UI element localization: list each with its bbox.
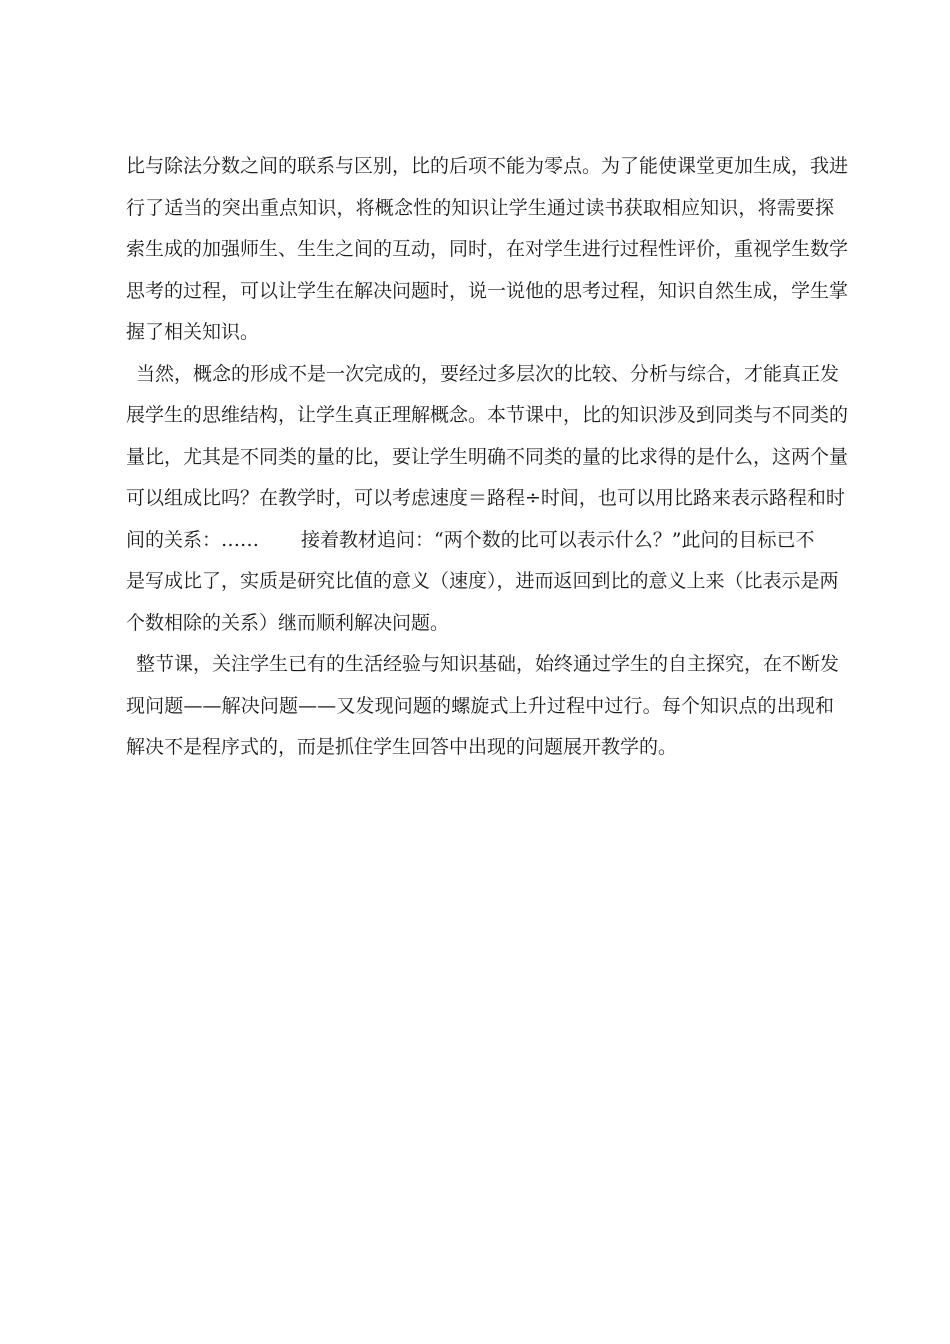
text-line: 行了适当的突出重点知识，将概念性的知识让学生通过读书获取相应知识，将需要探 xyxy=(126,196,834,219)
text-line: 当然，概念的形成不是一次完成的，要经过多层次的比较、分析与综合，才能真正发 xyxy=(136,362,840,385)
text-line: 量比，尤其是不同类的量的比，要让学生明确不同类的量的比求得的是什么，这两个量 xyxy=(126,445,849,468)
paragraph-1 xyxy=(126,146,849,354)
text-segment: 间的关系：…… xyxy=(126,528,260,551)
paragraph-2 xyxy=(126,354,849,645)
text-line: 可以组成比吗？在教学时，可以考虑速度＝路程÷时间，也可以用比路来表示路程和时 xyxy=(126,487,845,509)
document-body xyxy=(126,146,849,769)
text-line: 解决不是程序式的，而是抓住学生回答中出现的问题展开教学的。 xyxy=(126,736,678,758)
text-line: 是写成比了，实质是研究比值的意义（速度），进而返回到比的意义上来（比表示是两 xyxy=(126,570,839,592)
text-line: 索生成的加强师生、生生之间的互动，同时，在对学生进行过程性评价，重视学生数学 xyxy=(126,238,849,260)
text-line-split xyxy=(126,520,834,562)
text-line: 现问题——解决问题——又发现问题的螺旋式上升过程中过行。每个知识点的出现和 xyxy=(126,694,834,717)
text-line: 比与除法分数之间的联系与区别，比的后项不能为零点。为了能使课堂更加生成，我进 xyxy=(126,155,849,177)
text-line: 整节课，关注学生已有的生活经验与知识基础，始终通过学生的自主探究，在不断发 xyxy=(136,653,840,675)
text-line: 握了相关知识。 xyxy=(126,321,260,343)
text-line: 思考的过程，可以让学生在解决问题时，说一说他的思考过程，知识自然生成，学生掌 xyxy=(126,279,849,302)
text-line: 展学生的思维结构，让学生真正理解概念。本节课中，比的知识涉及到同类与不同类的 xyxy=(126,404,849,426)
text-segment: 接着教材追问：“两个数的比可以表示什么？”此问的目标已不 xyxy=(301,528,815,551)
text-line: 个数相除的关系）继而顺利解决问题。 xyxy=(126,611,450,634)
paragraph-3 xyxy=(126,644,840,769)
